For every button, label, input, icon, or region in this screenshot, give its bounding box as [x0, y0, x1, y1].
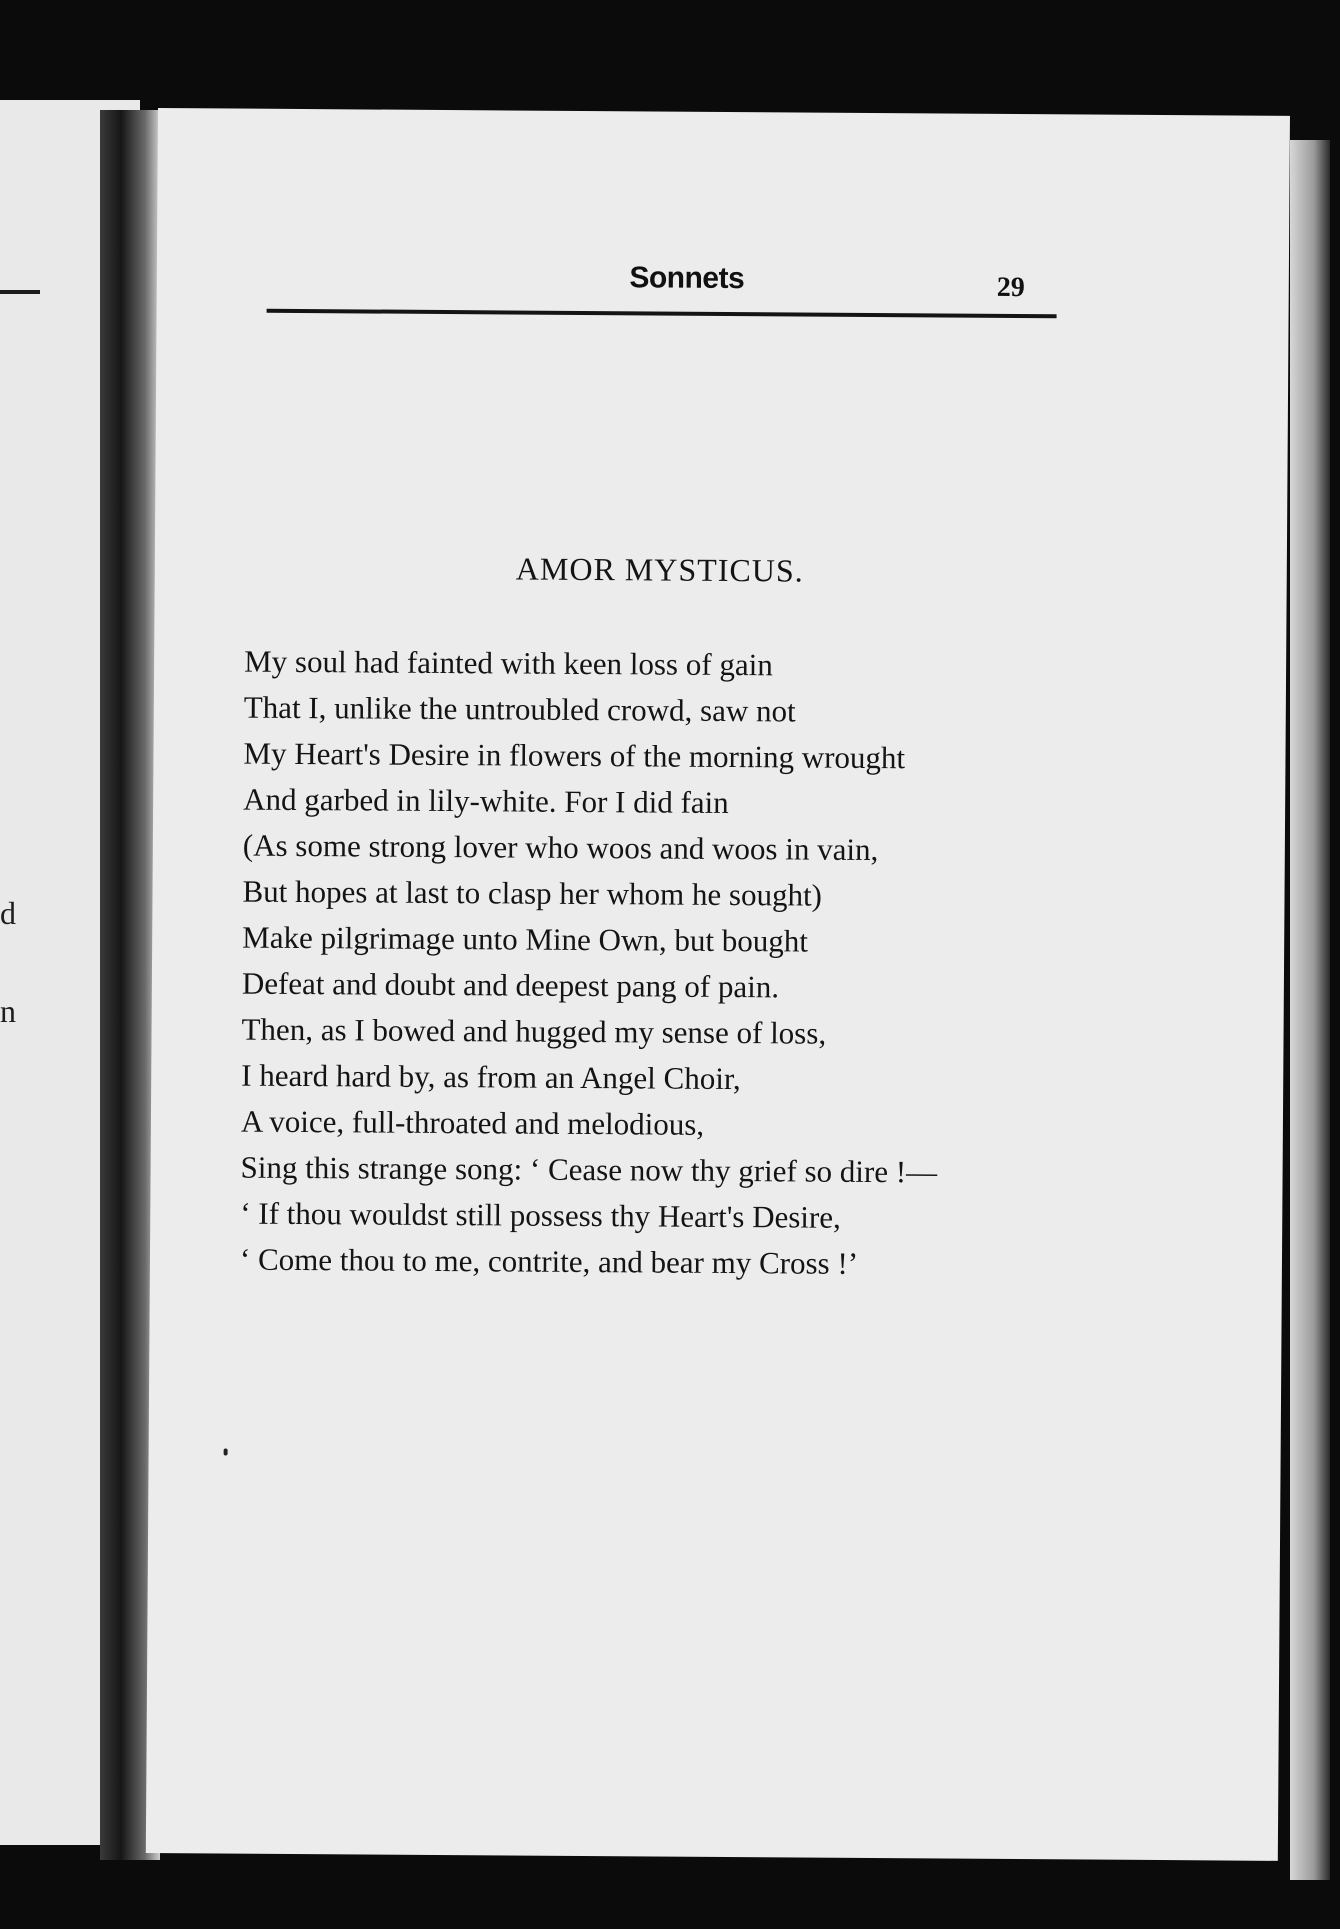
poem-line: ‘ Come thou to me, contrite, and bear my Cross !’	[239, 1241, 859, 1281]
left-page-fragment-1: d	[0, 895, 16, 931]
poem-line: But hopes at last to clasp her whom he sought)	[242, 873, 823, 913]
poem-line: ‘ If thou wouldst still possess thy Heart's Desire,	[240, 1195, 841, 1235]
poem-line: My Heart's Desire in flowers of the morning wrought	[243, 735, 906, 776]
poem-title: AMOR MYSTICUS.	[515, 550, 804, 589]
page-number: 29	[996, 271, 1025, 304]
poem-line: Then, as I bowed and hugged my sense of loss,	[241, 1011, 827, 1051]
poem-line: My soul had fainted with keen loss of gain	[244, 643, 773, 683]
page	[146, 108, 1290, 1861]
poem-line: (As some strong lover who woos and woos in vain,	[242, 827, 879, 868]
running-head	[267, 259, 1067, 325]
poem-body	[240, 639, 1104, 1289]
poem-line: Make pilgrimage unto Mine Own, but bought	[242, 919, 809, 959]
poem-line: Defeat and doubt and deepest pang of pain.	[241, 965, 780, 1005]
ink-speck	[224, 1448, 228, 1455]
poem-line: A voice, full-throated and melodious,	[240, 1103, 705, 1142]
poem-line: Sing this strange song: ‘ Cease now thy grief so dire !—	[240, 1149, 938, 1190]
page-edge-shadow	[1290, 140, 1330, 1880]
left-page-rule	[0, 290, 40, 294]
poem-line: That I, unlike the untroubled crowd, saw not	[243, 689, 796, 729]
running-head-title: Sonnets	[629, 261, 745, 296]
poem-line: I heard hard by, as from an Angel Choir,	[241, 1057, 741, 1097]
poem-line: And garbed in lily-white. For I did fain	[243, 781, 729, 821]
running-head-rule	[267, 309, 1057, 319]
left-page-fragment-2: n	[0, 993, 16, 1029]
